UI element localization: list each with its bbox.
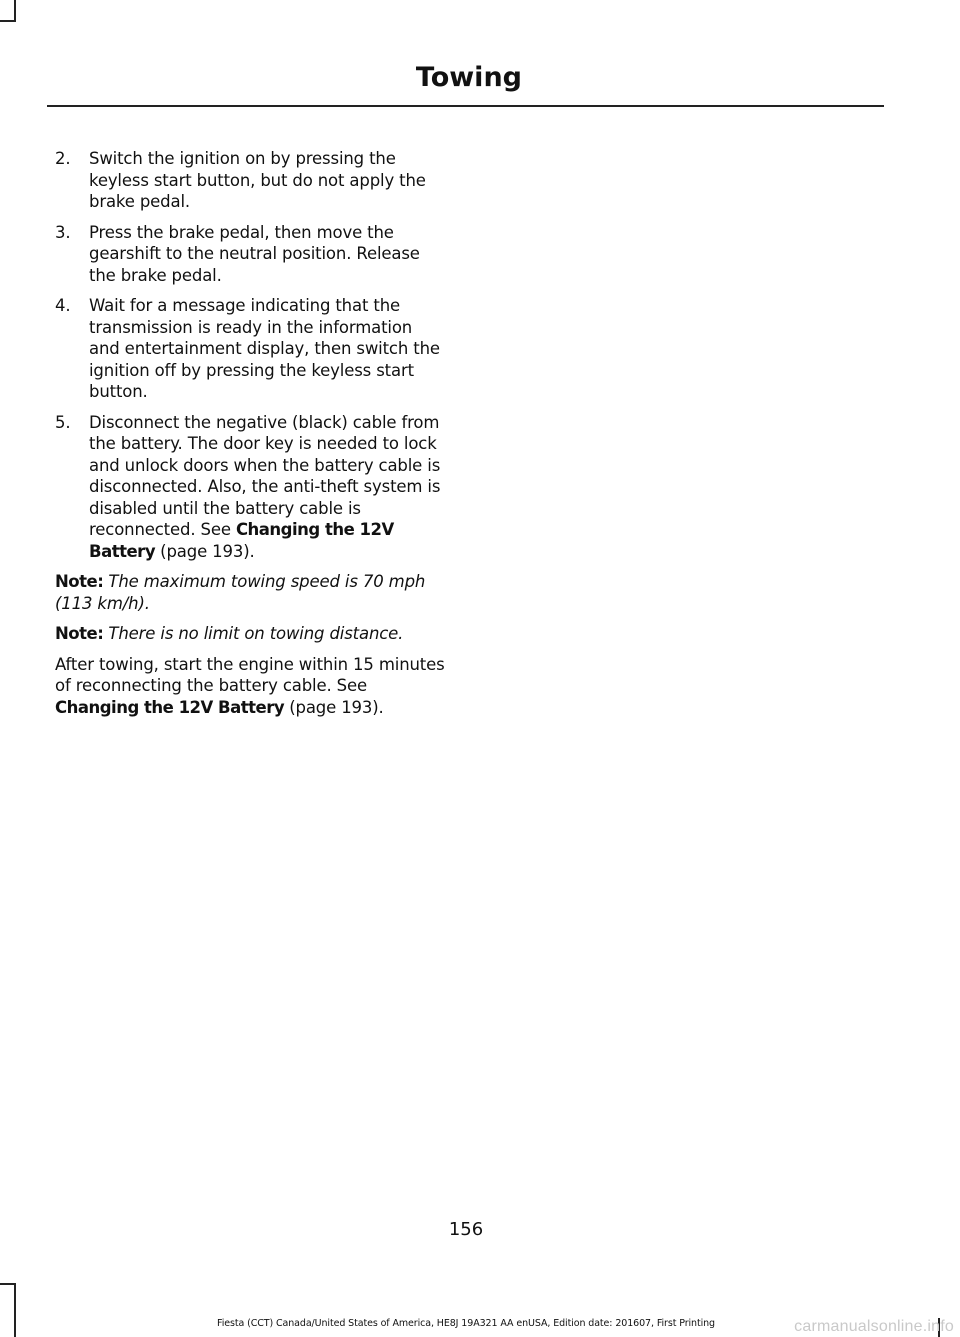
step-text: Wait for a message indicating that the transmission is ready in the information and entertainment display, then switch the ignition off by pressing the keyless start button. — [89, 296, 440, 401]
page-reference: (page 193). — [284, 697, 384, 717]
after-towing-paragraph — [55, 654, 447, 719]
list-item — [55, 412, 447, 563]
step-number: 5. — [55, 412, 71, 432]
note-paragraph — [55, 571, 447, 614]
crop-mark-top-left-vertical — [14, 0, 16, 22]
step-number: 3. — [55, 222, 71, 242]
list-item — [55, 148, 447, 213]
crop-mark-top-left-horizontal — [0, 20, 16, 22]
cross-reference-link[interactable]: Changing the 12V Battery — [89, 520, 394, 561]
crop-mark-bottom-left-horizontal — [0, 1283, 16, 1285]
watermark: carmanualsonline.info — [794, 1318, 954, 1335]
list-item — [55, 222, 447, 287]
note-paragraph — [55, 623, 447, 645]
step-list — [55, 148, 447, 562]
footer-edition-info: Fiesta (CCT) Canada/United States of America, HE8J 19A321 AA enUSA, Edition date: 201607, First Printing — [217, 1318, 715, 1329]
page-title: Towing — [415, 62, 522, 93]
main-content — [55, 148, 447, 727]
step-number: 4. — [55, 296, 71, 315]
page-reference: (page 193). — [155, 541, 255, 561]
note-text: The maximum towing speed is 70 mph (113 km/h). — [55, 572, 426, 613]
note-label: Note: — [55, 624, 104, 643]
note-text: There is no limit on towing distance. — [103, 624, 404, 643]
step-text: Press the brake pedal, then move the gearshift to the neutral position. Release the brake pedal. — [89, 222, 420, 285]
step-text: Disconnect the negative (black) cable from the battery. The door key is needed to lock and unlock doors when the battery cable is disconnected. Also, the anti-theft system is disabled until the battery cable is reconnected. See — [89, 412, 441, 539]
step-number: 2. — [55, 149, 71, 168]
note-label: Note: — [55, 572, 104, 591]
paragraph-text: After towing, start the engine within 15 minutes of reconnecting the battery cable. See — [55, 654, 445, 695]
page-number: 156 — [448, 1219, 484, 1240]
list-item — [55, 295, 447, 403]
header-divider — [47, 105, 884, 107]
step-text: Switch the ignition on by pressing the keyless start button, but do not apply the brake pedal. — [89, 149, 426, 211]
cross-reference-link[interactable]: Changing the 12V Battery — [55, 697, 285, 717]
